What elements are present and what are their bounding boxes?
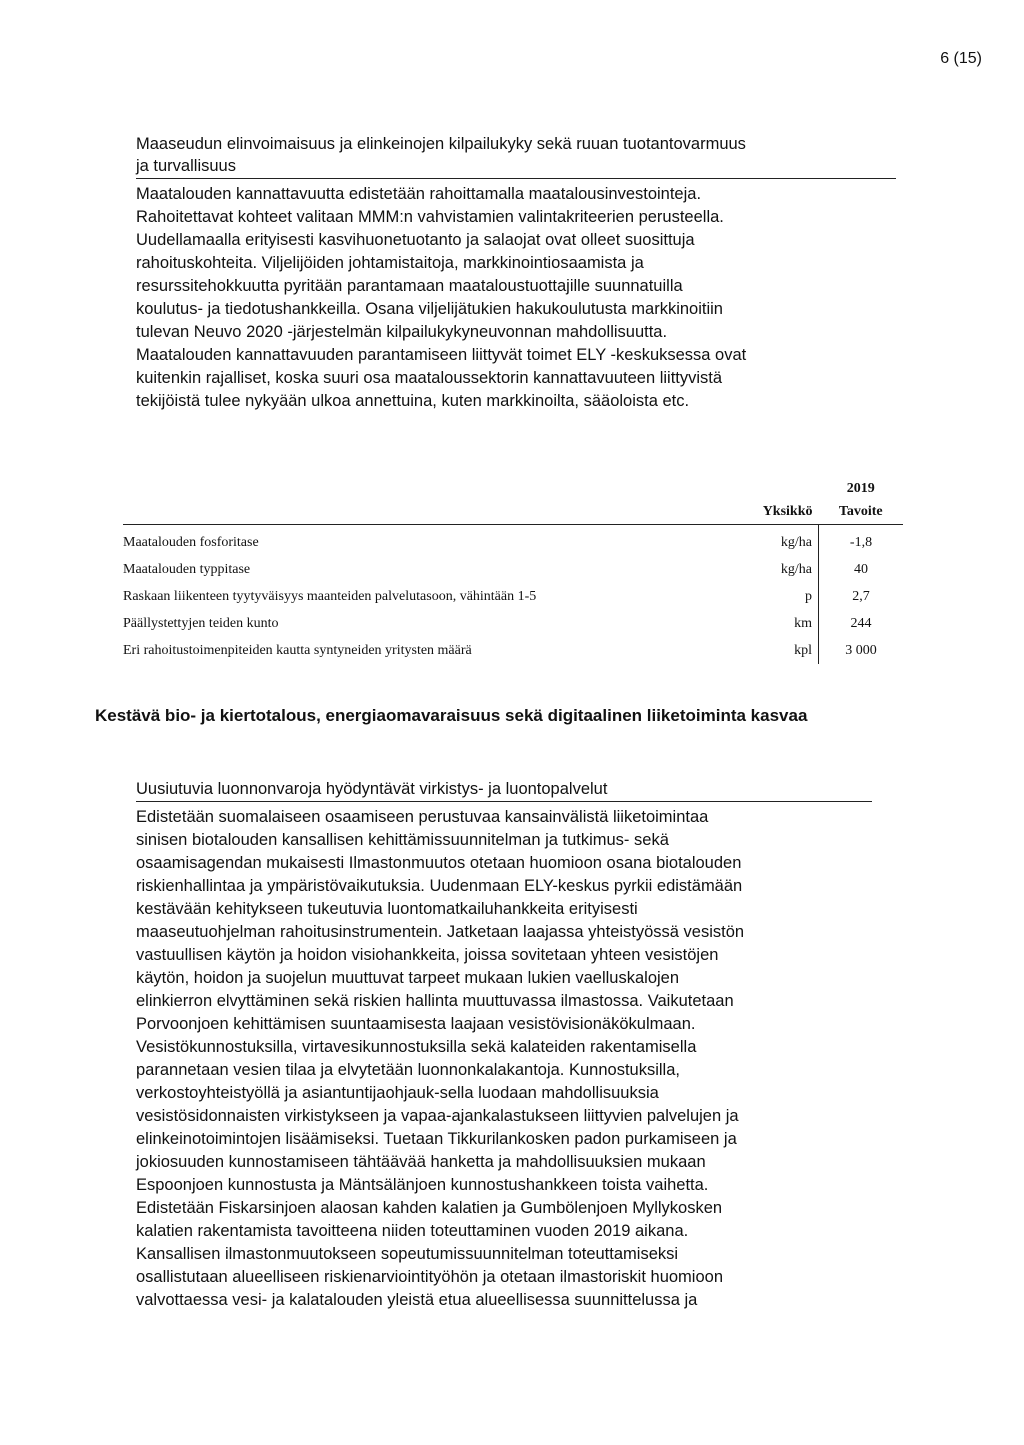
- text-line: osaamisagendan mukaisesti Ilmastonmuutos otetaan huomioon osana biotalouden: [136, 854, 742, 872]
- table-row: [123, 610, 903, 637]
- section-recreation: [136, 778, 872, 1312]
- text-line: Porvoonjoen kehittämisen suuntaamisesta laajaan vesistövisionäkökulmaan.: [136, 1015, 696, 1033]
- row-unit: kg/ha: [744, 556, 819, 583]
- section-body: [136, 183, 896, 413]
- text-line: Maatalouden kannattavuutta edistetään rahoittamalla maatalousinvestointeja.: [136, 185, 702, 203]
- text-line: maaseutuohjelman rahoitusinstrumentein. Jatketaan laajassa yhteistyössä vesistön: [136, 923, 745, 941]
- table-row: [123, 556, 903, 583]
- row-target: 40: [854, 561, 868, 577]
- row-label: Raskaan liikenteen tyytyväisyys maanteiden palvelutasoon, vähintään 1-5: [123, 588, 537, 604]
- row-target: -1,8: [849, 534, 873, 550]
- text-line: Edistetään Fiskarsinjoen alaosan kahden kalatien ja Gumbölenjoen Myllykosken: [136, 1199, 723, 1217]
- text-line: vesistösidonnaisten virkistykseen ja vapaa-ajankalastukseen liittyvien palvelujen ja: [136, 1107, 739, 1125]
- text-line: koulutus- ja tiedotushankkeilla. Osana viljelijätukien hakukoulutusta markkinoitiin: [136, 300, 723, 318]
- text-line: kestävään kehitykseen tukeutuvia luontomatkailuhankkeita erityisesti: [136, 900, 638, 918]
- main-heading: Kestävä bio- ja kiertotalous, energiaomavaraisuus sekä digitaalinen liiketoiminta kasvaa: [95, 706, 808, 725]
- text-line: vastuullisen käytön ja hoidon visiohankkeita, joissa sovitetaan yhteen vesistöjen: [136, 946, 719, 964]
- header-year: 2019: [846, 481, 875, 496]
- section-heading: Uusiutuvia luonnonvaroja hyödyntävät virkistys- ja luontopalvelut: [136, 780, 608, 798]
- row-label: Maatalouden fosforitase: [123, 534, 259, 550]
- text-line: Espoonjoen kunnostusta ja Mäntsälänjoen kunnostushankkeen toista vaihetta.: [136, 1176, 709, 1194]
- text-line: Uudellamaalla erityisesti kasvihuonetuotanto ja salaojat ovat olleet suosittuja: [136, 231, 695, 249]
- heading-line: Maaseudun elinvoimaisuus ja elinkeinojen kilpailukyky sekä ruuan tuotantovarmuus: [136, 135, 746, 153]
- page-number: 6 (15): [940, 50, 982, 67]
- indicator-table: [123, 478, 903, 664]
- row-unit: kpl: [744, 637, 819, 664]
- row-label: Eri rahoitustoimenpiteiden kautta syntyneiden yritysten määrä: [123, 642, 472, 658]
- row-unit: p: [744, 583, 819, 610]
- text-line: Kansallisen ilmastonmuutokseen sopeutumissuunnitelman toteuttamiseksi: [136, 1245, 679, 1263]
- heading-underline: [136, 178, 896, 179]
- text-line: käytön, hoidon ja suojelun muuttuvat tarpeet mukaan lukien vaelluskalojen: [136, 969, 680, 987]
- text-line: verkostoyhteistyöllä ja asiantuntijaohjauk-sella luodaan mahdollisuuksia: [136, 1084, 659, 1102]
- text-line: valvottaessa vesi- ja kalatalouden yleistä etua alueellisessa suunnittelussa ja: [136, 1291, 698, 1309]
- text-line: osallistutaan alueelliseen riskienarviointityöhön ja otetaan ilmastoriskit huomioon: [136, 1268, 723, 1286]
- text-line: tulevan Neuvo 2020 -järjestelmän kilpailukykyneuvonnan mahdollisuutta.: [136, 323, 668, 341]
- text-line: Maatalouden kannattavuuden parantamiseen liittyvät toimet ELY -keskuksessa ovat: [136, 346, 747, 364]
- section-heading: [136, 133, 896, 177]
- header-unit: Yksikkö: [744, 500, 819, 525]
- text-line: elinkeinotoimintojen lisäämiseksi. Tuetaan Tikkurilankosken padon purkamiseen ja: [136, 1130, 737, 1148]
- row-unit: km: [744, 610, 819, 637]
- row-unit: kg/ha: [744, 525, 819, 557]
- row-target: 3 000: [845, 642, 877, 658]
- text-line: Edistetään suomalaiseen osaamiseen perustuvaa kansainvälistä liiketoimintaa: [136, 808, 709, 826]
- text-line: kalatien rakentamista tavoitteena niiden toteuttaminen vuoden 2019 aikana.: [136, 1222, 689, 1240]
- header-target: Tavoite: [819, 500, 904, 525]
- text-line: rahoituskohteita. Viljelijöiden johtamistaitoja, markkinointiosaamista ja: [136, 254, 644, 272]
- row-target: 244: [850, 615, 872, 631]
- text-line: sinisen biotalouden kansallisen kehittämissuunnitelman ja tutkimus- sekä: [136, 831, 669, 849]
- row-label: Päällystettyjen teiden kunto: [123, 615, 279, 631]
- text-line: jokiosuuden kunnostamiseen tähtäävää hanketta ja mahdollisuuksien mukaan: [136, 1153, 706, 1171]
- text-line: resurssitehokkuutta pyritään parantamaan maataloustuottajille suunnatuilla: [136, 277, 683, 295]
- row-label: Maatalouden typpitase: [123, 561, 251, 577]
- text-line: Rahoitettavat kohteet valitaan MMM:n vahvistamien valintakriteerien perusteella.: [136, 208, 724, 226]
- table-row: [123, 583, 903, 610]
- text-line: parannetaan vesien tilaa ja elvytetään luonnonkalakantoja. Kunnostuksilla,: [136, 1061, 680, 1079]
- row-target: 2,7: [852, 588, 870, 604]
- text-line: Vesistökunnostuksilla, virtavesikunnostuksilla sekä kalateiden rakentamisella: [136, 1038, 697, 1056]
- text-line: elinkierron elvyttäminen sekä riskien hallinta muuttuvassa ilmastossa. Vaikutetaan: [136, 992, 734, 1010]
- table-row: [123, 525, 903, 557]
- heading-underline: [136, 801, 872, 802]
- text-line: kuitenkin rajalliset, koska suuri osa maataloussektorin kannattavuuteen liittyvistä: [136, 369, 723, 387]
- text-line: riskienhallintaa ja ympäristövaikutuksia. Uudenmaan ELY-keskus pyrkii edistämään: [136, 877, 743, 895]
- table-row: [123, 637, 903, 664]
- text-line: tekijöistä tulee nykyään ulkoa annettuina, kuten markkinoilta, sääoloista etc.: [136, 392, 690, 410]
- heading-line: ja turvallisuus: [136, 157, 236, 175]
- section-body: [136, 806, 872, 1312]
- section-agriculture: [136, 133, 896, 413]
